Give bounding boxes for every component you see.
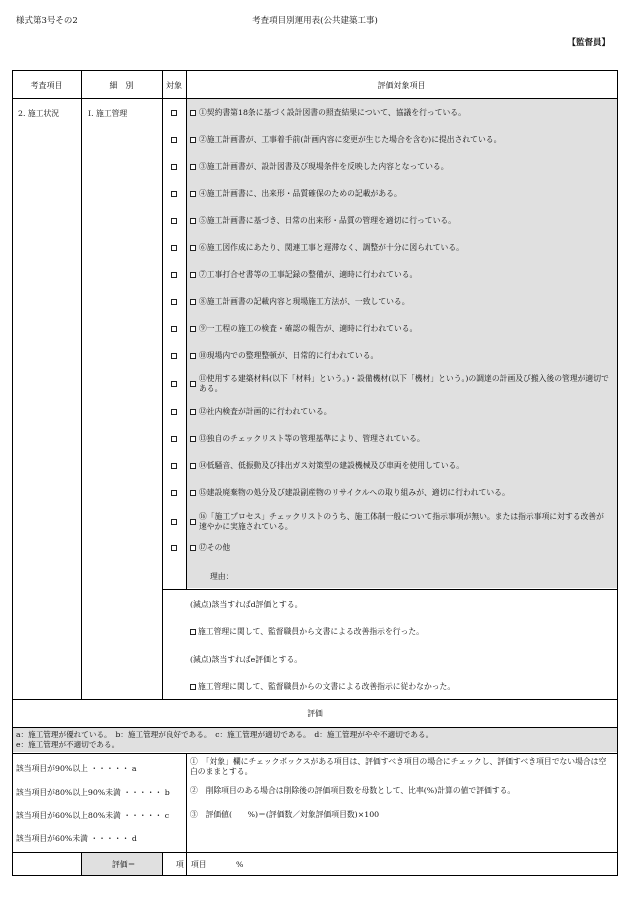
deduction-d-checkbox[interactable] <box>190 629 196 635</box>
item-text: ⑬独自のチェックリスト等の管理基準により、管理されている。 <box>199 434 425 443</box>
evaluation-label: 評価＝ <box>112 860 136 869</box>
evaluation-item-row <box>190 434 610 444</box>
target-checkbox[interactable] <box>171 463 177 469</box>
grades-line-1: a：施工管理が優れている。 b：施工管理が良好である。 c：施工管理が適切である。 d：施工管理がやや不適切である。 <box>16 730 434 739</box>
item-text: ⑤施工計画書に基づき、日常の出来形・品質の管理を適切に行っている。 <box>199 216 456 225</box>
item-checkbox[interactable] <box>190 326 196 332</box>
reason-label: 理由： <box>210 572 234 581</box>
item-text: ⑯「施工プロセス」チェックリストのうち、施工体制一般について指示事項が無い。または指示事項に対する改善が速やかに実施されている。 <box>199 512 604 531</box>
item-text: ④施工計画書に、出来形・品質確保のための記載がある。 <box>199 189 402 198</box>
item-checkbox[interactable] <box>190 218 196 224</box>
evaluation-item-row <box>190 461 610 471</box>
role-label: 【監督員】 <box>567 38 610 48</box>
grades-line-2: e：施工管理が不適切である。 <box>16 740 120 749</box>
col-line-7 <box>186 853 187 875</box>
target-checkbox[interactable] <box>171 137 177 143</box>
target-checkbox[interactable] <box>171 381 177 387</box>
deduction-e-title: (減点)該当すればe評価とする。 <box>190 655 303 664</box>
evaluation-top-line <box>12 699 618 700</box>
item-checkbox[interactable] <box>190 490 196 496</box>
item-text: ⑧施工計画書の記載内容と現場施工方法が、一致している。 <box>199 297 410 306</box>
target-checkbox[interactable] <box>171 164 177 170</box>
header-subcategory: 細 別 <box>109 81 134 90</box>
header-category: 考査項目 <box>30 81 63 90</box>
item-checkbox[interactable] <box>190 409 196 415</box>
item-text: ⑥施工図作成にあたり、関連工事と遅滞なく、調整が十分に図られている。 <box>199 243 464 252</box>
evaluation-item-row <box>190 189 610 199</box>
item-text: ⑪使用する建築材料(以下「材料」という。)・設備機材(以下「機材」という。)の調達の計画及び搬入後の管理が適切である。 <box>199 374 609 393</box>
item-checkbox[interactable] <box>190 436 196 442</box>
col-line-3 <box>186 71 187 589</box>
category-cell: 2. 施工状況 <box>18 109 60 118</box>
target-checkbox[interactable] <box>171 490 177 496</box>
col-line-6 <box>162 853 163 875</box>
col-line-5 <box>81 853 82 875</box>
evaluation-item-row <box>190 512 610 532</box>
subcategory-cell: Ⅰ. 施工管理 <box>88 109 128 118</box>
threshold-d: 該当項目が60%未満 ・・・・・ d <box>16 834 137 843</box>
item-checkbox[interactable] <box>190 381 196 387</box>
header-evaluation-items: 評価対象項目 <box>377 81 426 90</box>
evaluation-item-row <box>190 135 610 145</box>
evaluation-item-row <box>190 374 610 394</box>
deduction-d-text: 施工管理に関して、監督職員から文書による改善指示を行った。 <box>198 627 424 636</box>
item-checkbox[interactable] <box>190 272 196 278</box>
col-line-1 <box>81 71 82 699</box>
item-text: ⑩現場内での整理整頓が、日常的に行われている。 <box>199 351 379 360</box>
evaluation-title-line <box>12 727 618 728</box>
item-checkbox[interactable] <box>190 110 196 116</box>
item-checkbox[interactable] <box>190 191 196 197</box>
target-checkbox[interactable] <box>171 272 177 278</box>
col-line-2 <box>162 71 163 699</box>
form-number: 様式第3号その2 <box>16 16 78 26</box>
item-checkbox[interactable] <box>190 353 196 359</box>
evaluation-unit: 項 <box>176 860 184 869</box>
note-3: ③ 評価値( %)＝(評価数／対象評価項目数)×100 <box>190 810 380 819</box>
evaluation-item-row <box>190 351 610 361</box>
target-checkbox[interactable] <box>171 545 177 551</box>
threshold-a: 該当項目が90%以上 ・・・・・ a <box>16 764 137 773</box>
deduction-d-item <box>190 626 424 637</box>
evaluation-item-row <box>190 297 610 307</box>
grades-line <box>12 753 618 754</box>
target-checkbox[interactable] <box>171 245 177 251</box>
target-checkbox[interactable] <box>171 326 177 332</box>
target-checkbox[interactable] <box>171 191 177 197</box>
item-text: ③施工計画書が、設計図書及び現場条件を反映した内容となっている。 <box>199 162 449 171</box>
threshold-c: 該当項目が60%以上80%未満 ・・・・・ c <box>16 811 170 820</box>
header-line <box>12 98 618 99</box>
evaluation-item-row <box>190 543 610 553</box>
target-checkbox[interactable] <box>171 519 177 525</box>
document-title: 考査項目別運用表(公共建築工事) <box>252 16 378 26</box>
evaluation-item-row <box>190 108 610 118</box>
deduction-e-item <box>190 681 455 692</box>
header-target: 対象 <box>166 81 182 90</box>
evaluation-item-row <box>190 162 610 172</box>
item-checkbox[interactable] <box>190 137 196 143</box>
item-text: ⑦工事打合せ書等の工事記録の整備が、適時に行われている。 <box>199 270 418 279</box>
col-line-4 <box>186 753 187 853</box>
target-checkbox[interactable] <box>171 409 177 415</box>
item-text: ⑨一工程の施工の検査・確認の報告が、適時に行われている。 <box>199 324 418 333</box>
evaluation-item-row <box>190 324 610 334</box>
target-checkbox[interactable] <box>171 218 177 224</box>
item-text: ⑮建設廃棄物の処分及び建設副産物のリサイクルへの取り組みが、適切に行われている。 <box>199 488 510 497</box>
target-checkbox[interactable] <box>171 299 177 305</box>
evaluation-item-row <box>190 216 610 226</box>
item-text: ①契約書第18条に基づく設計図書の照査結果について、協議を行っている。 <box>199 108 466 117</box>
threshold-b: 該当項目が80%以上90%未満 ・・・・・ b <box>16 788 170 797</box>
target-checkbox[interactable] <box>171 353 177 359</box>
deduction-d-title: (減点)該当すればd評価とする。 <box>190 600 303 609</box>
item-checkbox[interactable] <box>190 463 196 469</box>
evaluation-item-row <box>190 243 610 253</box>
item-checkbox[interactable] <box>190 519 196 525</box>
deduction-top-line <box>162 589 618 590</box>
evaluation-item-row <box>190 270 610 280</box>
item-text: ②施工計画書が、工事着手前(計画内容に変更が生じた場合を含む)に提出されている。 <box>199 135 502 144</box>
footer-line <box>12 852 618 853</box>
evaluation-title: 評価 <box>307 709 323 718</box>
item-checkbox[interactable] <box>190 545 196 551</box>
item-checkbox[interactable] <box>190 245 196 251</box>
item-text: ⑫社内検査が計画的に行われている。 <box>199 407 332 416</box>
item-checkbox[interactable] <box>190 164 196 170</box>
note-2: ② 削除項目のある場合は削除後の評価項目数を母数として、比率(%)計算の値で評価する。 <box>190 786 516 795</box>
deduction-e-checkbox[interactable] <box>190 684 196 690</box>
deduction-e-text: 施工管理に関して、監督職員からの文書による改善指示に従わなかった。 <box>198 682 456 691</box>
target-checkbox[interactable] <box>171 436 177 442</box>
evaluation-item-row <box>190 407 610 417</box>
item-text: ⑭低騒音、低振動及び排出ガス対策型の建設機械及び車両を使用している。 <box>199 461 465 470</box>
evaluation-items-label: 項目 <box>191 860 207 869</box>
item-checkbox[interactable] <box>190 299 196 305</box>
evaluation-item-row <box>190 488 610 498</box>
item-text: ⑰その他 <box>199 543 231 552</box>
note-1: ① 「対象」欄にチェックボックスがある項目は、評価すべき項目の場合にチェックし、評価すべき項目でない場合は空白のままとする。 <box>190 757 607 776</box>
evaluation-percent: % <box>236 860 244 869</box>
target-checkbox[interactable] <box>171 110 177 116</box>
